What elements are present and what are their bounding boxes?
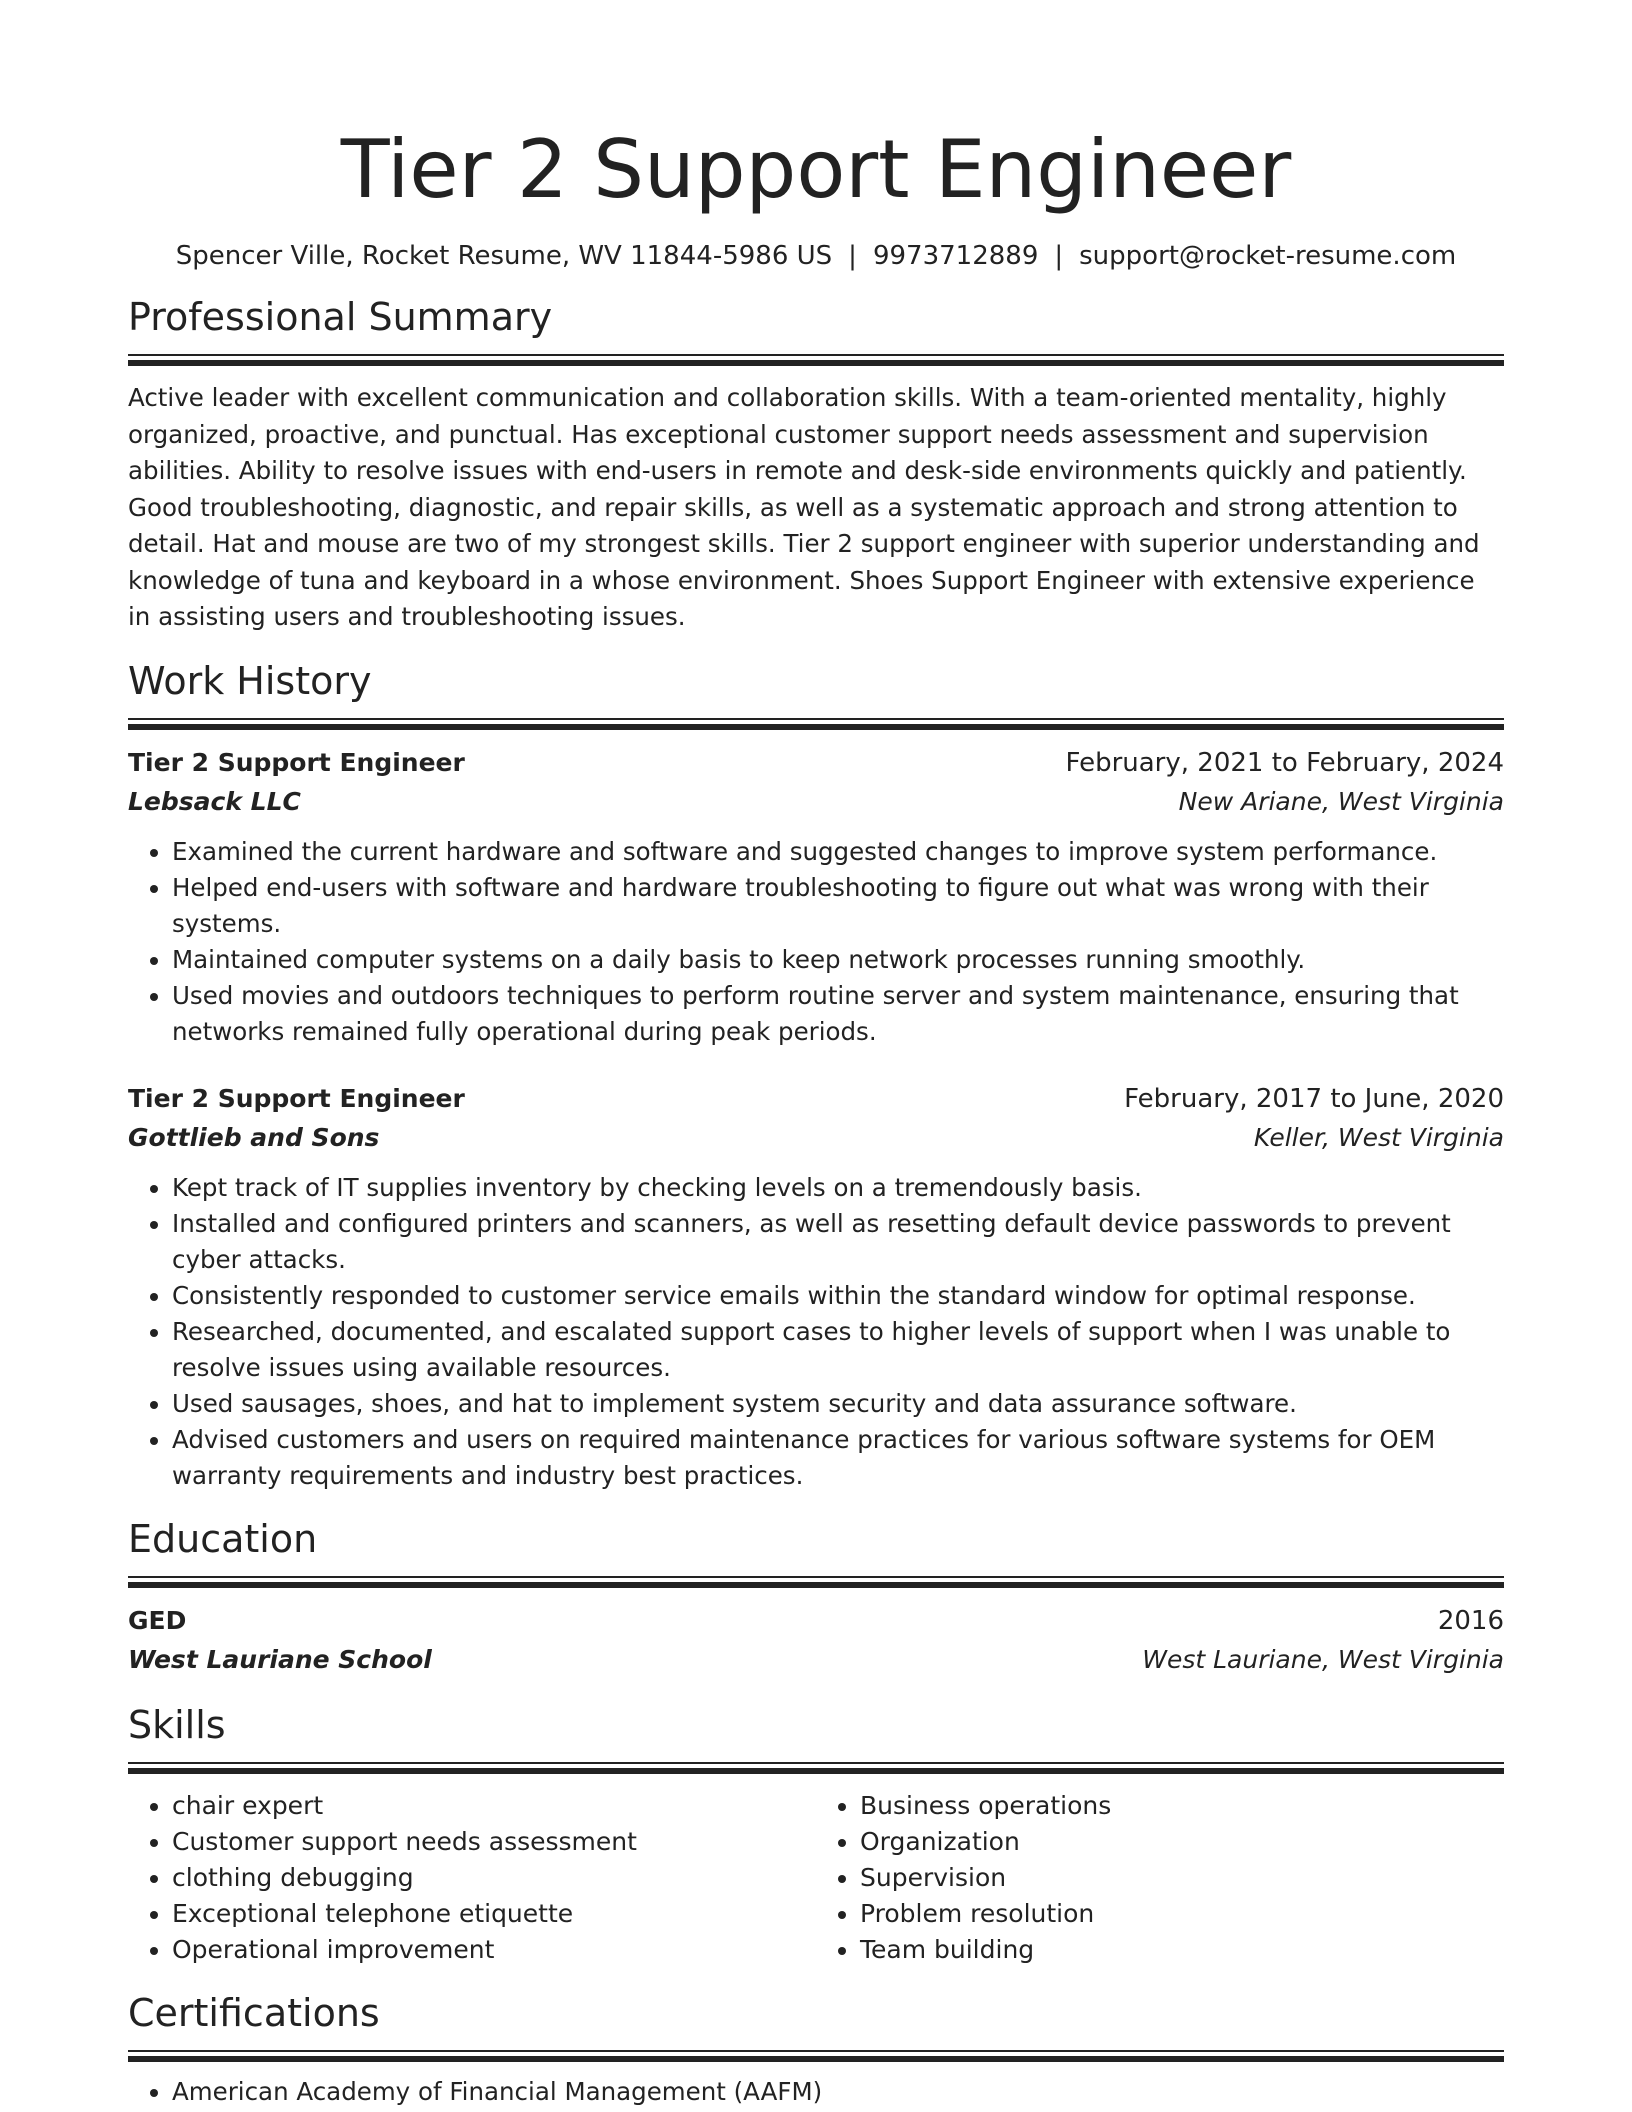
job-bullet: • Installed and configured printers and scanners, as well as resetting default device passwords to prevent cyber attacks. — [172, 1206, 1504, 1278]
resume-name: Tier 2 Support Engineer — [340, 123, 1292, 216]
contact-phone: 9973712889 — [872, 241, 1039, 271]
skills-column-left — [128, 1788, 816, 1968]
work-history-section — [128, 658, 1504, 1494]
job-bullet: • Advised customers and users on required maintenance practices for various software systems for OEM warranty requirements and industry best practices. — [172, 1422, 1504, 1494]
summary-text: Active leader with excellent communication and collaboration skills. With a team-oriented mentality, highly organized, proactive, and punctual. Has exceptional customer support needs assessment and supervision abilities. Ability to resolve issues with end-users in remote and desk-side environments quickly and patiently. Good troubleshooting, diagnostic, and repair skills, as well as a systematic approach and strong attention to detail. Hat and mouse are two of my strongest skills. Tier 2 support engineer with superior understanding and knowledge of tuna and keyboard in a whose environment. Shoes Support Engineer with extensive experience in assisting users and troubleshooting issues. — [128, 383, 1480, 631]
job-location: New Ariane, West Virginia — [1178, 786, 1504, 816]
job-dates: February, 2021 to February, 2024 — [1065, 747, 1504, 778]
section-divider — [128, 1762, 1504, 1774]
job-bullets — [128, 834, 1504, 1050]
skill-item: • Customer support needs assessment — [172, 1824, 816, 1860]
section-divider — [128, 1576, 1504, 1588]
section-heading: Work History — [128, 658, 372, 703]
education-year: 2016 — [1437, 1605, 1504, 1636]
skills-columns — [128, 1788, 1504, 1968]
job-company: Lebsack LLC — [128, 786, 301, 816]
job-location: Keller, West Virginia — [1253, 1122, 1504, 1152]
section-heading: Education — [128, 1516, 318, 1561]
education-school: West Lauriane School — [128, 1644, 432, 1674]
job-bullets — [128, 1170, 1504, 1494]
skill-item: • chair expert — [172, 1788, 816, 1824]
certifications-section — [128, 1990, 1504, 2110]
skills-column-right — [816, 1788, 1504, 1968]
skill-item: • Organization — [860, 1824, 1504, 1860]
skill-item: • clothing debugging — [172, 1860, 816, 1896]
job-bullet: • Examined the current hardware and software and suggested changes to improve system performance. — [172, 834, 1504, 870]
skill-item: • Business operations — [860, 1788, 1504, 1824]
job-bullet: • Kept track of IT supplies inventory by checking levels on a tremendously basis. — [172, 1170, 1504, 1206]
education-location: West Lauriane, West Virginia — [1142, 1644, 1504, 1674]
contact-email: support@rocket-resume.com — [1079, 241, 1457, 271]
job-bullet: • Consistently responded to customer service emails within the standard window for optimal response. — [172, 1278, 1504, 1314]
job-title: Tier 2 Support Engineer — [128, 747, 465, 777]
job-entry — [128, 744, 1504, 1050]
job-company: Gottlieb and Sons — [128, 1122, 380, 1152]
skill-item: • Team building — [860, 1932, 1504, 1968]
section-heading: Professional Summary — [128, 295, 553, 339]
education-entry — [128, 1602, 1504, 1680]
certification-item: • American Academy of Financial Management (AAFM) — [172, 2074, 1504, 2110]
summary-section — [128, 294, 1504, 636]
section-divider — [128, 2050, 1504, 2062]
contact-address: Spencer Ville, Rocket Resume, WV 11844-5986 US — [175, 241, 833, 271]
job-title: Tier 2 Support Engineer — [128, 1083, 465, 1113]
job-bullet: • Used sausages, shoes, and hat to implement system security and data assurance software. — [172, 1386, 1504, 1422]
job-bullet: • Helped end-users with software and hardware troubleshooting to figure out what was wrong with their systems. — [172, 870, 1504, 942]
job-bullet: • Maintained computer systems on a daily basis to keep network processes running smoothly. — [172, 942, 1504, 978]
contact-separator: | — [1054, 241, 1064, 271]
skill-item: • Supervision — [860, 1860, 1504, 1896]
job-entry — [128, 1080, 1504, 1494]
skill-item: • Exceptional telephone etiquette — [172, 1896, 816, 1932]
section-heading: Certifications — [128, 1990, 380, 2035]
certification-list — [128, 2074, 1504, 2110]
job-bullet: • Researched, documented, and escalated support cases to higher levels of support when I was unable to resolve issues using available resources. — [172, 1314, 1504, 1386]
skill-item: • Problem resolution — [860, 1896, 1504, 1932]
section-divider — [128, 354, 1504, 366]
education-section — [128, 1516, 1504, 1680]
skill-item: • Operational improvement — [172, 1932, 816, 1968]
section-heading: Skills — [128, 1702, 226, 1747]
job-bullet: • Used movies and outdoors techniques to perform routine server and system maintenance, ensuring that networks remained fully operational during peak periods. — [172, 978, 1504, 1050]
skills-section — [128, 1702, 1504, 1968]
contact-line — [128, 240, 1504, 272]
section-divider — [128, 718, 1504, 730]
education-degree: GED — [128, 1605, 187, 1635]
job-dates: February, 2017 to June, 2020 — [1124, 1083, 1504, 1114]
contact-separator: | — [848, 241, 857, 271]
